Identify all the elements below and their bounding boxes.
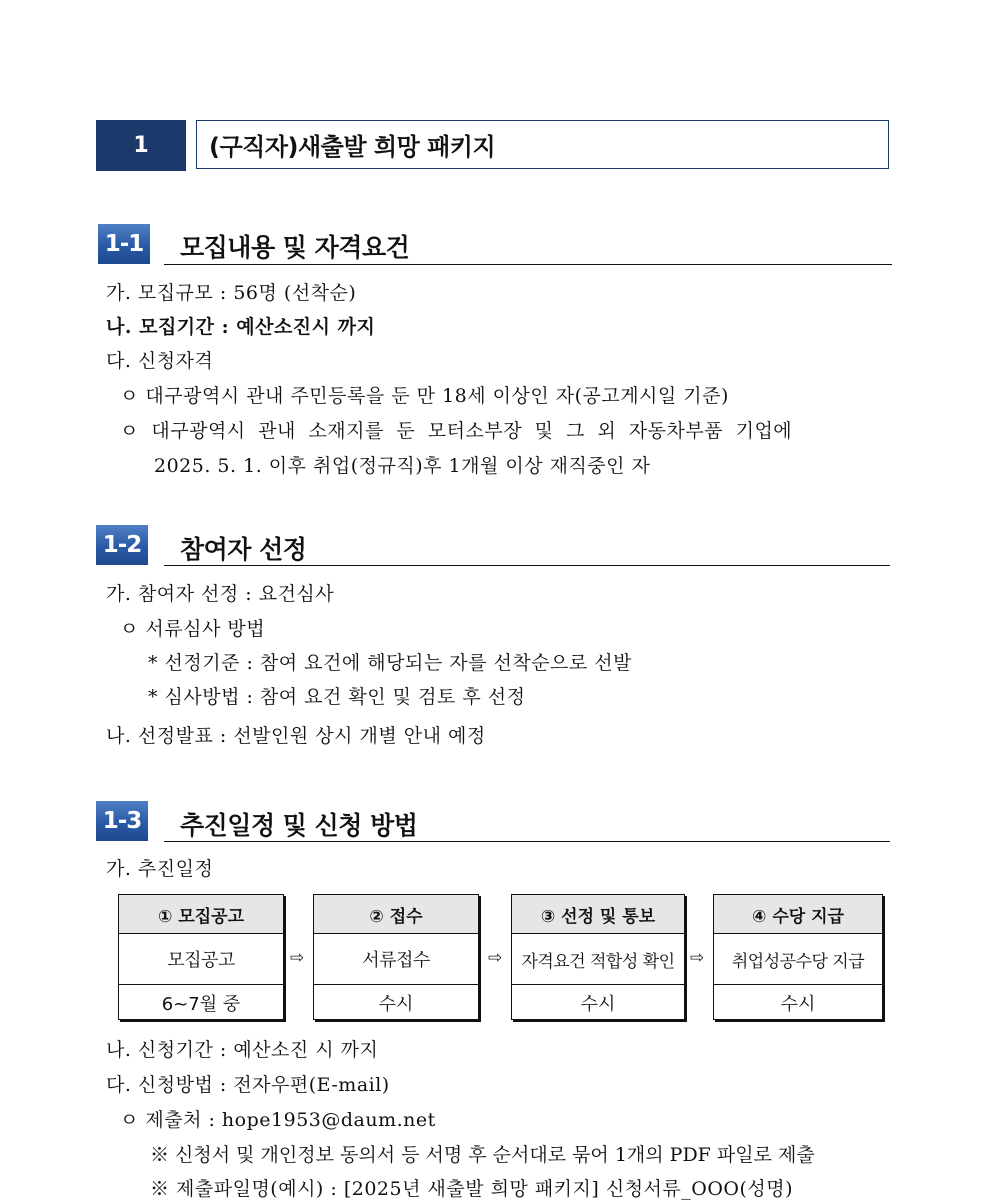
schedule-step-task: 취업성공수당 지급 xyxy=(714,934,882,985)
schedule-step-time: 수시 xyxy=(780,994,816,1015)
section-badge-1-2: 1-2 xyxy=(96,525,148,565)
application-period-line: 나. 신청기간 : 예산소진 시 까지 xyxy=(106,1039,379,1061)
section-title-1-3: 추진일정 및 신청 방법 xyxy=(180,811,418,840)
schedule-step-3 xyxy=(511,894,685,1020)
section-title-1-1: 모집내용 및 자격요건 xyxy=(180,233,410,262)
schedule-step-label: ④ 수당 지급 xyxy=(714,895,882,934)
schedule-step-time: 수시 xyxy=(580,994,616,1015)
application-method-line: 다. 신청방법 : 전자우편(E-mail) xyxy=(106,1074,390,1096)
schedule-step-time: 6~7월 중 xyxy=(161,994,241,1015)
section-underline xyxy=(164,565,890,566)
section-badge-1-1: 1-1 xyxy=(98,224,150,264)
schedule-step-time: 수시 xyxy=(378,994,414,1015)
section-number-box: 1 xyxy=(96,120,186,171)
schedule-step-1 xyxy=(118,894,284,1020)
submission-note: ※ 신청서 및 개인정보 동의서 등 서명 후 순서대로 묶어 1개의 PDF 파일로 제출 xyxy=(150,1144,815,1166)
eligibility-item-continued: 2025. 5. 1. 이후 취업(정규직)후 1개월 이상 재직중인 자 xyxy=(154,455,651,477)
recruit-size-line: 가. 모집규모 : 56명 (선착순) xyxy=(106,282,357,304)
schedule-step-task: 서류접수 xyxy=(314,934,478,985)
section-badge-1-3: 1-3 xyxy=(96,801,148,841)
eligibility-item: ㅇ 대구광역시 관내 주민등록을 둔 만 18세 이상인 자(공고게시일 기준) xyxy=(120,385,729,407)
schedule-step-label: ③ 선정 및 통보 xyxy=(512,895,684,934)
schedule-step-task: 자격요건 적합성 확인 xyxy=(512,934,684,985)
criteria-line: * 선정기준 : 참여 요건에 해당되는 자를 선착순으로 선발 xyxy=(148,652,633,674)
arrow-right-icon: ⇨ xyxy=(690,948,705,968)
schedule-step-label: ② 접수 xyxy=(314,895,478,934)
schedule-step-task: 모집공고 xyxy=(119,934,283,985)
section-underline xyxy=(164,841,890,842)
eligibility-item: ㅇ 대구광역시 관내 소재지를 둔 모터소부장 및 그 외 자동차부품 기업에 xyxy=(120,420,793,442)
schedule-heading: 가. 추진일정 xyxy=(106,858,214,880)
section-title-1-2: 참여자 선정 xyxy=(180,535,307,564)
schedule-step-4 xyxy=(713,894,883,1020)
announcement-line: 나. 선정발표 : 선발인원 상시 개별 안내 예정 xyxy=(106,725,486,747)
arrow-right-icon: ⇨ xyxy=(488,948,503,968)
page-title: (구직자)새출발 희망 패키지 xyxy=(196,120,889,169)
submission-email-line: ㅇ 제출처 : hope1953@daum.net xyxy=(120,1109,436,1131)
schedule-step-label: ① 모집공고 xyxy=(119,895,283,934)
selection-line: 가. 참여자 선정 : 요건심사 xyxy=(106,583,335,605)
schedule-step-2 xyxy=(313,894,479,1020)
filename-note: ※ 제출파일명(예시) : [2025년 새출발 희망 패키지] 신청서류_OOO(성명) xyxy=(150,1178,794,1200)
recruit-period-line: 나. 모집기간 : 예산소진시 까지 xyxy=(106,316,376,338)
arrow-right-icon: ⇨ xyxy=(290,948,305,968)
review-method-line: * 심사방법 : 참여 요건 확인 및 검토 후 선정 xyxy=(148,686,526,708)
eligibility-heading: 다. 신청자격 xyxy=(106,350,214,372)
document-review-heading: ㅇ 서류심사 방법 xyxy=(120,618,266,640)
section-underline xyxy=(164,264,892,265)
